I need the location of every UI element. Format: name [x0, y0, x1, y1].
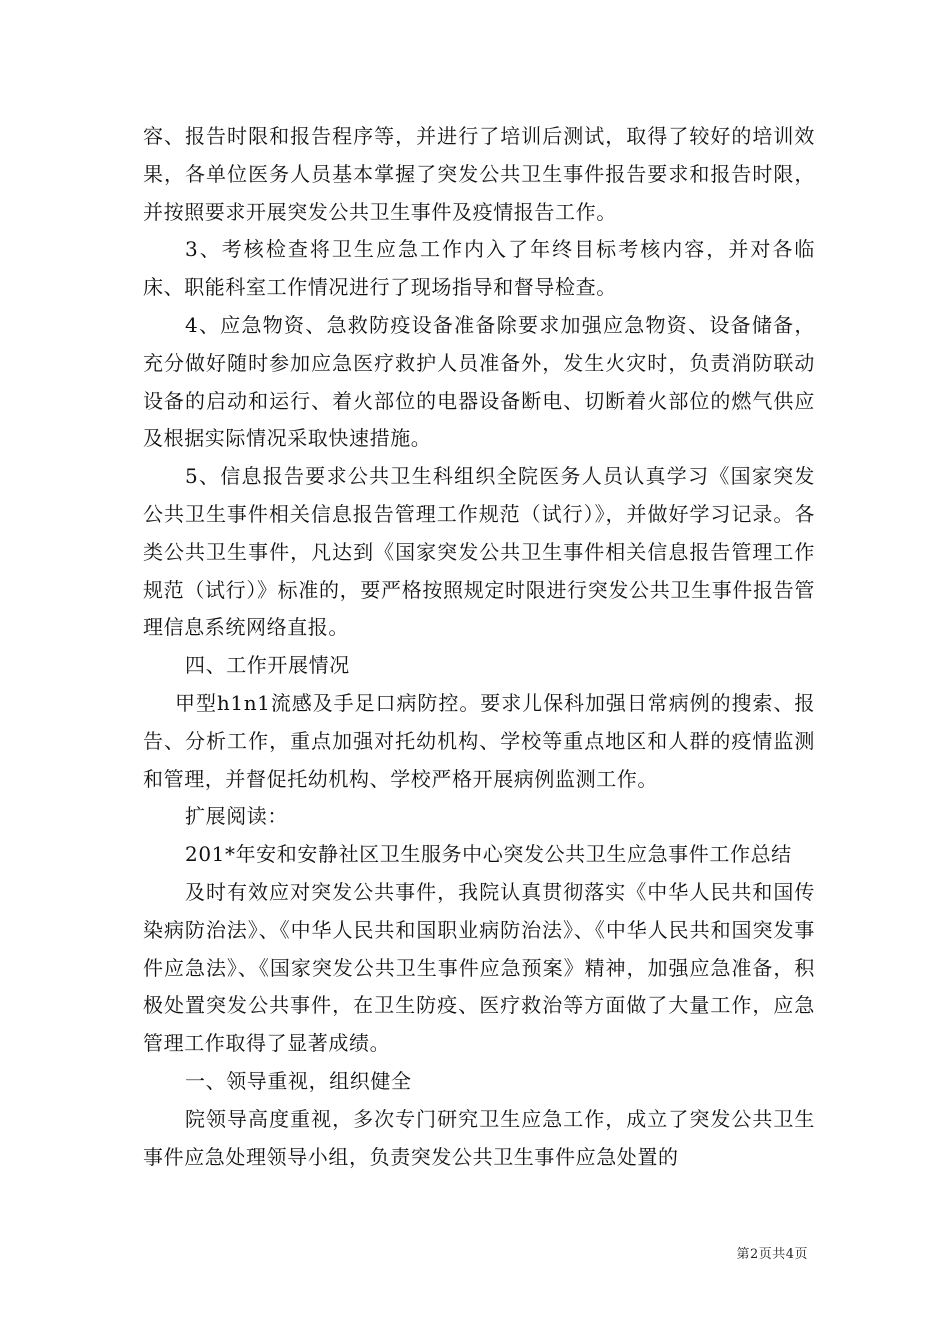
paragraph-leadership: 院领导高度重视，多次专门研究卫生应急工作，成立了突发公共卫生事件应急处理领导小组，负责突发公共卫生事件应急处置的 — [143, 1106, 815, 1169]
paragraph-item-3: 3、考核检查将卫生应急工作内入了年终目标考核内容，并对各临床、职能科室工作情况进行了现场指导和督导检查。 — [143, 237, 815, 300]
paragraph-continuation: 容、报告时限和报告程序等，并进行了培训后测试，取得了较好的培训效果，各单位医务人员基本掌握了突发公共卫生事件报告要求和报告时限，并按照要求开展突发公共卫生事件及疫情报告工作。 — [143, 124, 815, 224]
page-number: 第2页共4页 — [736, 1247, 808, 1262]
document-body — [143, 118, 815, 1176]
paragraph-h1n1: 甲型h1n1流感及手足口病防控。要求儿保科加强日常病例的搜索、报告、分析工作，重点加强对托幼机构、学校等重点地区和人群的疫情监测和管理，并督促托幼机构、学校严格开展病例监测工作。 — [143, 690, 815, 791]
paragraph-item-5: 5、信息报告要求公共卫生科组织全院医务人员认真学习《国家突发公共卫生事件相关信息报告管理工作规范（试行）》，并做好学习记录。各类公共卫生事件，凡达到《国家突发公共卫生事件相关信息报告管理工作规范（试行）》标准的，要严格按照规定时限进行突发公共卫生事件报告管理信息系统网络直报。 — [143, 464, 815, 640]
paragraph-item-4: 4、应急物资、急救防疫设备准备除要求加强应急物资、设备储备，充分做好随时参加应急医疗救护人员准备外，发生火灾时，负责消防联动设备的启动和运行、着火部位的电器设备断电、切断着火部位的燃气供应及根据实际情况采取快速措施。 — [143, 312, 815, 451]
paragraph-intro: 及时有效应对突发公共事件，我院认真贯彻落实《中华人民共和国传染病防治法》、《中华人民共和国职业病防治法》、《中华人民共和国突发事件应急法》、《国家突发公共卫生事件应急预案》精神，加强应急准备，积极处置突发公共事件，在卫生防疫、医疗救治等方面做了大量工作，应急管理工作取得了显著成绩。 — [143, 879, 815, 1056]
article-title: 201*年安和安静社区卫生服务中心突发公共卫生应急事件工作总结 — [185, 842, 792, 867]
extended-reading-label: 扩展阅读： — [185, 804, 288, 829]
section-heading-1: 一、领导重视，组织健全 — [185, 1068, 412, 1093]
section-heading-4: 四、工作开展情况 — [185, 653, 350, 678]
